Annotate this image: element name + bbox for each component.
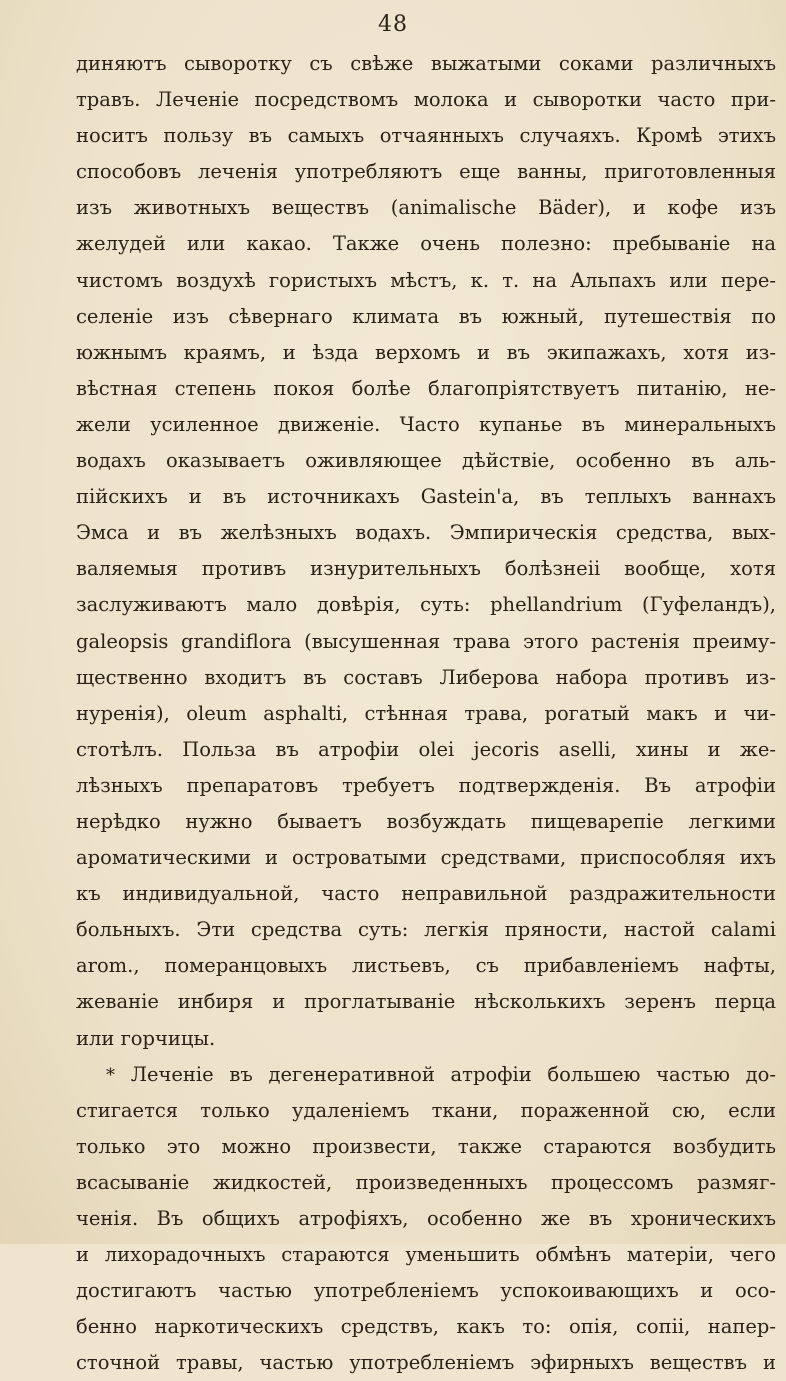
body-text xyxy=(76,46,776,1381)
text-line: всасываніе жидкостей, произведенныхъ процессомъ размяг- xyxy=(76,1170,776,1194)
text-line: способовъ леченія употребляютъ еще ванны, приготовленныя xyxy=(76,160,776,184)
text-line: жели усиленное движеніе. Часто купанье въ минеральныхъ xyxy=(76,412,776,436)
text-line-content: Леченіе въ дегенеративной атрофіи большею частью до- xyxy=(130,1062,776,1086)
text-line: диняютъ сыворотку съ свѣже выжатыми соками различныхъ xyxy=(76,52,776,75)
text-line: лѣзныхъ препаратовъ требуетъ подтвержденія. Въ атрофіи xyxy=(76,773,776,797)
paragraph-1 xyxy=(76,46,776,1057)
text-line: вѣстная степень покоя болѣе благопріятствуетъ питанію, не- xyxy=(76,376,776,400)
text-line: нуренія), oleum asphalti, стѣнная трава, рогатый макъ и чи- xyxy=(76,701,776,725)
text-line: достигаютъ частью употребленіемъ успокоивающихъ и осо- xyxy=(76,1279,776,1303)
text-line: ароматическими и островатыми средствами, приспособляя ихъ xyxy=(76,846,776,870)
text-line: только это можно произвести, также стараются возбудить xyxy=(76,1134,776,1158)
text-line: водахъ оказываетъ оживляющее дѣйствіе, особенно въ аль- xyxy=(76,449,776,473)
text-line: жеваніе инбиря и проглатываніе нѣсколькихъ зеренъ перца xyxy=(76,990,776,1014)
text-line: galeopsis grandiflora (высушенная трава этого растенія преиму- xyxy=(76,629,776,653)
text-line-first xyxy=(76,1057,776,1093)
text-line: стигается только удаленіемъ ткани, пораженной сю, если xyxy=(76,1098,776,1122)
text-line: и лихорадочныхъ стараются уменьшить обмѣнъ матеріи, чего xyxy=(76,1243,776,1267)
paragraph-2 xyxy=(76,1057,776,1381)
text-line: травъ. Леченіе посредствомъ молока и сыворотки часто при- xyxy=(76,88,776,112)
text-line: Эмса и въ желѣзныхъ водахъ. Эмпирическія средства, вых- xyxy=(76,521,776,545)
text-line: изъ животныхъ веществъ (animalische Bäder), и кофе изъ xyxy=(76,196,776,220)
text-line: сточной травы, частью употребленіемъ эфирныхъ веществъ и xyxy=(76,1351,776,1375)
text-line: носитъ пользу въ самыхъ отчаянныхъ случаяхъ. Кромѣ этихъ xyxy=(76,124,776,148)
text-line: больныхъ. Эти средства суть: легкія пряности, настой calami xyxy=(76,918,776,942)
text-line: щественно входитъ въ составъ Либерова набора противъ из- xyxy=(76,665,776,689)
text-line: стотѣлъ. Польза въ атрофіи olei jecoris aselli, хины и же- xyxy=(76,737,776,761)
text-line: пійскихъ и въ источникахъ Gastein'а, въ теплыхъ ваннахъ xyxy=(76,485,776,509)
text-line: нерѣдко нужно бываетъ возбуждать пищеварепіе легкими xyxy=(76,809,776,833)
text-line: или горчицы. xyxy=(76,1026,216,1050)
footnote-mark: * xyxy=(106,1064,115,1086)
text-line: заслуживаютъ мало довѣрія, суть: phellandrium (Гуфеландъ), xyxy=(76,593,776,617)
text-line: чистомъ воздухѣ гористыхъ мѣстъ, к. т. на Альпахъ или пере- xyxy=(76,268,776,292)
text-line: желудей или какао. Также очень полезно: пребываніе на xyxy=(76,232,776,256)
text-line: бенно наркотическихъ средствъ, какъ то: опія, сопіі, напер- xyxy=(76,1315,776,1339)
text-line: ченія. Въ общихъ атрофіяхъ, особенно же въ хроническихъ xyxy=(76,1207,776,1230)
text-line: селеніе изъ сѣвернаго климата въ южный, путешествія по xyxy=(76,304,776,328)
page-number: 48 xyxy=(378,12,408,37)
text-line: къ индивидуальной, часто неправильной раздражительности xyxy=(76,882,776,906)
text-line: arom., померанцовыхъ листьевъ, съ прибавленіемъ нафты, xyxy=(76,954,776,978)
text-line: южнымъ краямъ, и ѣзда верхомъ и въ экипажахъ, хотя из- xyxy=(76,340,776,364)
text-line: валяемыя противъ изнурительныхъ болѣзнеіі вообще, хотя xyxy=(76,557,776,581)
